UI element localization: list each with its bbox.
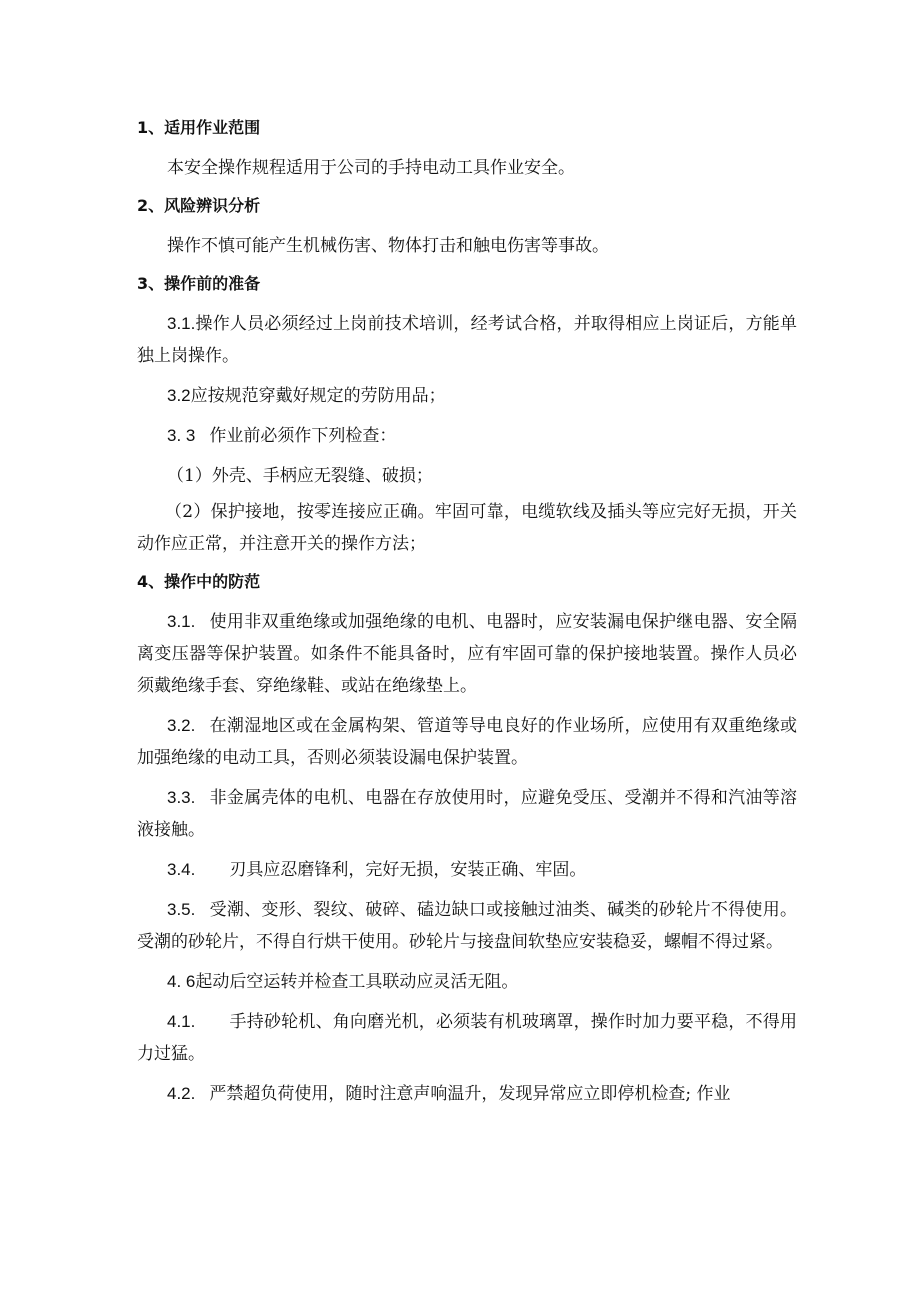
section-heading-1: 1、适用作业范围 xyxy=(137,118,261,137)
op-item-3-number: 3.3. xyxy=(167,788,196,807)
section-heading-4: 4、操作中的防范 xyxy=(137,572,261,591)
prep-item-3-3-number: 3. 3 xyxy=(167,426,196,445)
op-item-6-number: 4. 6 xyxy=(167,972,196,991)
op-item-8 xyxy=(137,1078,797,1110)
check-item-1: （1）外壳、手柄应无裂缝、破损； xyxy=(167,466,433,486)
op-item-2-text: 在潮湿地区或在金属构架、管道等导电良好的作业场所，应使用有双重绝缘或加强绝缘的电动工具，否则必须装设漏电保护装置。 xyxy=(137,716,797,768)
document-page xyxy=(137,114,797,1118)
section-heading-2: 2、风险辨识分析 xyxy=(137,196,261,215)
prep-item-3-1-number: 3.1. xyxy=(167,314,196,333)
prep-item-3-3 xyxy=(137,420,797,452)
op-item-4-text: 刃具应忍磨锋利，完好无损，安装正确、牢固。 xyxy=(229,860,587,880)
op-item-2-number: 3.2. xyxy=(167,716,196,735)
op-item-4 xyxy=(137,854,797,886)
op-item-6 xyxy=(137,966,797,998)
scope-text: 本安全操作规程适用于公司的手持电动工具作业安全。 xyxy=(167,158,575,178)
op-item-8-text: 严禁超负荷使用，随时注意声响温升，发现异常应立即停机检查; 作业 xyxy=(209,1084,731,1104)
op-item-8-number: 4.2. xyxy=(167,1084,196,1103)
check-item-2: （2）保护接地，按零连接应正确。牢固可靠，电缆软线及插头等应完好无损，开关动作应正常，并注意开关的操作方法； xyxy=(137,502,797,554)
op-item-1 xyxy=(137,606,797,702)
prep-item-3-1 xyxy=(137,308,797,372)
op-item-7-number: 4.1. xyxy=(167,1012,196,1031)
prep-item-3-1-text: 操作人员必须经过上岗前技术培训，经考试合格，并取得相应上岗证后，方能单独上岗操作。 xyxy=(137,314,797,366)
op-item-5-text: 受潮、变形、裂纹、破碎、磕边缺口或接触过油类、碱类的砂轮片不得使用。受潮的砂轮片，不得自行烘干使用。砂轮片与接盘间软垫应安装稳妥，螺帽不得过紧。 xyxy=(137,900,797,952)
op-item-1-number: 3.1. xyxy=(167,612,196,631)
op-item-2 xyxy=(137,710,797,774)
risk-text: 操作不慎可能产生机械伤害、物体打击和触电伤害等事故。 xyxy=(167,236,609,256)
op-item-3-text: 非金属壳体的电机、电器在存放使用时，应避免受压、受潮并不得和汽油等溶液接触。 xyxy=(137,788,797,840)
prep-item-3-2-text: 应按规范穿戴好规定的劳防用品； xyxy=(190,386,446,406)
prep-item-3-2-number: 3.2 xyxy=(167,386,191,405)
section-heading-3: 3、操作前的准备 xyxy=(137,274,261,293)
op-item-3 xyxy=(137,782,797,846)
op-item-5-number: 3.5. xyxy=(167,900,196,919)
op-item-5 xyxy=(137,894,797,958)
op-item-6-text: 起动后空运转并检查工具联动应灵活无阻。 xyxy=(195,972,519,992)
prep-item-3-3-text: 作业前必须作下列检查： xyxy=(209,426,397,446)
op-item-4-number: 3.4. xyxy=(167,860,196,879)
op-item-1-text: 使用非双重绝缘或加强绝缘的电机、电器时，应安装漏电保护继电器、安全隔离变压器等保护装置。如条件不能具备时，应有牢固可靠的保护接地装置。操作人员必须戴绝缘手套、穿绝缘鞋、或站在绝缘垫上。 xyxy=(137,612,797,696)
prep-item-3-2 xyxy=(137,380,797,412)
op-item-7-text: 手持砂轮机、角向磨光机，必须装有机玻璃罩，操作时加力要平稳，不得用力过猛。 xyxy=(137,1012,797,1064)
op-item-7 xyxy=(137,1006,797,1070)
